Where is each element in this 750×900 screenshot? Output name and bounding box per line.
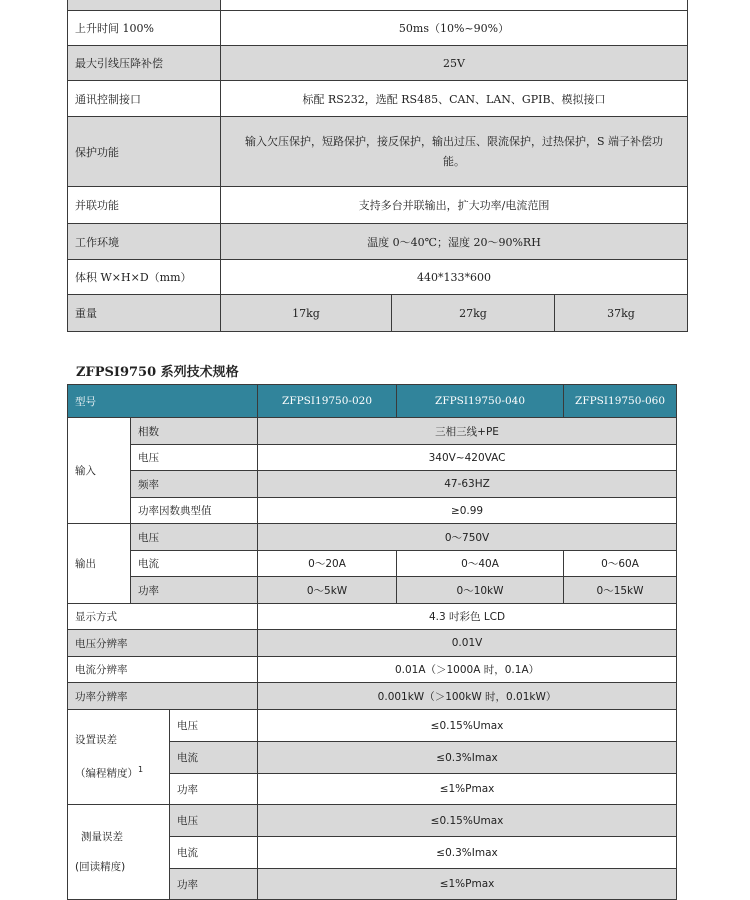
setting-error-title: 设置误差	[75, 734, 117, 747]
table-row	[68, 117, 688, 187]
output-power-value: 0～15kW	[564, 577, 677, 604]
measure-power-label: 功率	[170, 869, 258, 900]
output-current-value: 0～60A	[564, 551, 677, 577]
voltage-resolution-label: 电压分辨率	[68, 630, 258, 657]
input-pf-label: 功率因数典型值	[131, 498, 258, 524]
row-value	[221, 0, 688, 11]
table-row	[68, 445, 677, 471]
output-current-value: 0～40A	[397, 551, 564, 577]
environment-value: 温度 0～40℃；湿度 20～90%RH	[221, 224, 688, 260]
model-header: ZFPSI19750-040	[397, 385, 564, 418]
setting-current-value: ≤0.3%Imax	[258, 742, 677, 774]
table-row	[68, 0, 688, 11]
output-current-value: 0～20A	[258, 551, 397, 577]
table-row	[68, 657, 677, 683]
parallel-label: 并联功能	[68, 187, 221, 224]
setting-error-subtitle	[75, 755, 169, 789]
setting-current-label: 电流	[170, 742, 258, 774]
table-row	[68, 260, 688, 295]
environment-label: 工作环境	[68, 224, 221, 260]
input-group-label: 输入	[68, 418, 131, 524]
output-power-value: 0～10kW	[397, 577, 564, 604]
table-row	[68, 11, 688, 46]
table-row	[68, 551, 677, 577]
weight-value: 17kg	[221, 295, 392, 332]
measure-error-subtitle: (回读精度)	[75, 861, 126, 873]
weight-value: 27kg	[392, 295, 555, 332]
row-label	[68, 0, 221, 11]
table-row	[68, 81, 688, 117]
setting-error-subtitle-text: （编程精度）	[75, 767, 138, 780]
input-phase-value: 三相三线+PE	[258, 418, 677, 445]
table-row	[68, 224, 688, 260]
comm-interface-label: 通讯控制接口	[68, 81, 221, 117]
table-header-row	[68, 385, 677, 418]
model-header: ZFPSI19750-060	[564, 385, 677, 418]
input-voltage-label: 电压	[131, 445, 258, 471]
setting-voltage-label: 电压	[170, 710, 258, 742]
output-current-label: 电流	[131, 551, 258, 577]
display-value: 4.3 吋彩色 LCD	[258, 604, 677, 630]
table-row	[68, 710, 677, 742]
section-title: ZFPSI9750 系列技术规格	[76, 365, 239, 380]
display-label: 显示方式	[68, 604, 258, 630]
table-row	[68, 604, 677, 630]
table-row	[68, 46, 688, 81]
rise-time-label: 上升时间 100%	[68, 11, 221, 46]
input-pf-value: ≥0.99	[258, 498, 677, 524]
weight-value: 37kg	[555, 295, 688, 332]
measure-voltage-label: 电压	[170, 805, 258, 837]
measure-current-label: 电流	[170, 837, 258, 869]
current-resolution-value: 0.01A（＞1000A 时，0.1A）	[258, 657, 677, 683]
table-row	[68, 577, 677, 604]
setting-power-label: 功率	[170, 774, 258, 805]
comm-interface-value: 标配 RS232，选配 RS485、CAN、LAN、GPIB、模拟接口	[221, 81, 688, 117]
protection-value	[221, 117, 688, 187]
table-row	[68, 805, 677, 837]
setting-power-value: ≤1%Pmax	[258, 774, 677, 805]
general-spec-table	[67, 0, 688, 332]
measure-current-value: ≤0.3%Imax	[258, 837, 677, 869]
footnote-marker: 1	[138, 765, 144, 775]
lead-compensation-label: 最大引线压降补偿	[68, 46, 221, 81]
protection-value-line1: 输入欠压保护，短路保护，接反保护，输出过压、限流保护，过热保护，S 端子补偿功	[244, 134, 664, 148]
dimensions-label: 体积 W×H×D（mm）	[68, 260, 221, 295]
current-resolution-label: 电流分辨率	[68, 657, 258, 683]
table-row	[68, 524, 677, 551]
output-power-value: 0～5kW	[258, 577, 397, 604]
power-resolution-label: 功率分辨率	[68, 683, 258, 710]
measure-power-value: ≤1%Pmax	[258, 869, 677, 900]
table-row	[68, 471, 677, 498]
lead-compensation-value: 25V	[221, 46, 688, 81]
output-voltage-value: 0～750V	[258, 524, 677, 551]
dimensions-value: 440*133*600	[221, 260, 688, 295]
table-row	[68, 630, 677, 657]
weight-label: 重量	[68, 295, 221, 332]
input-frequency-label: 频率	[131, 471, 258, 498]
table-row	[68, 418, 677, 445]
output-voltage-label: 电压	[131, 524, 258, 551]
measure-voltage-value: ≤0.15%Umax	[258, 805, 677, 837]
input-voltage-value: 340V~420VAC	[258, 445, 677, 471]
output-power-label: 功率	[131, 577, 258, 604]
setting-voltage-value: ≤0.15%Umax	[258, 710, 677, 742]
voltage-resolution-value: 0.01V	[258, 630, 677, 657]
model-header: ZFPSI19750-020	[258, 385, 397, 418]
parallel-value: 支持多台并联输出，扩大功率/电流范围	[221, 187, 688, 224]
input-phase-label: 相数	[131, 418, 258, 445]
spec-table	[67, 384, 677, 900]
measure-error-label	[68, 805, 170, 900]
table-row	[68, 295, 688, 332]
model-header-label: 型号	[68, 385, 258, 418]
protection-label: 保护功能	[68, 117, 221, 187]
output-group-label: 输出	[68, 524, 131, 604]
table-row	[68, 683, 677, 710]
rise-time-value: 50ms（10%~90%）	[221, 11, 688, 46]
protection-value-line2: 能。	[443, 154, 465, 168]
table-row	[68, 187, 688, 224]
table-row	[68, 498, 677, 524]
power-resolution-value: 0.001kW（＞100kW 时，0.01kW）	[258, 683, 677, 710]
setting-error-label	[68, 710, 170, 805]
measure-error-title: 测量误差	[81, 831, 123, 843]
input-frequency-value: 47-63HZ	[258, 471, 677, 498]
